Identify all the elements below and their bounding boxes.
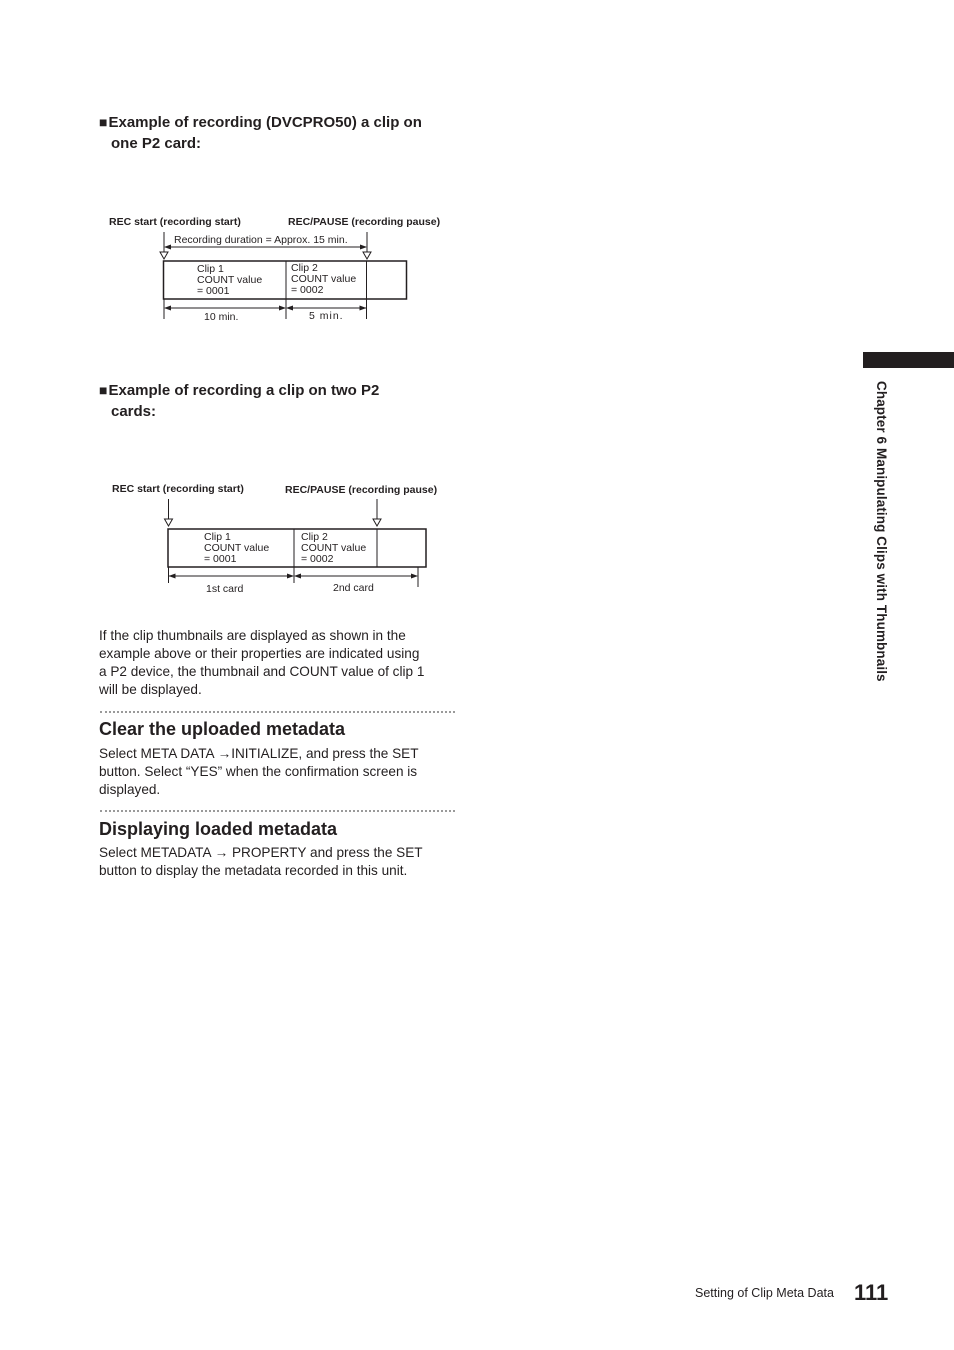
rec-start-arrow-icon (160, 252, 168, 259)
diagram1-clip1-line1: Clip 1 (197, 263, 224, 275)
example2-heading-line1: Example of recording a clip on two P2 (108, 382, 380, 399)
diagram2-clip1-line3: = 0001 (204, 553, 237, 565)
diagram1-clip2-line1: Clip 2 (291, 262, 318, 274)
display-section-body (99, 844, 469, 880)
diagram2-clip1-text (204, 532, 269, 565)
clear-section-body (99, 745, 469, 799)
diagram1-seg1-label: 10 min. (204, 311, 239, 323)
example2-heading-line2: cards: (111, 403, 157, 420)
diagram2-clip2-line1: Clip 2 (301, 531, 328, 543)
example1-heading (99, 112, 469, 154)
chapter-tab-label: Chapter 6 Manipulating Clips with Thumbnails (874, 381, 889, 682)
rec-pause-arrow-icon (363, 252, 371, 259)
diagram1-clip1-line2: COUNT value (197, 274, 263, 286)
divider-dotted (100, 711, 455, 713)
note-line: a P2 device, the thumbnail and COUNT value of clip 1 (99, 664, 425, 679)
diagram2-seg1-label: 1st card (206, 583, 244, 595)
bullet-square-icon: ■ (99, 382, 108, 398)
bullet-square-icon: ■ (99, 114, 108, 130)
diagram1-clip2-line3: = 0002 (291, 284, 324, 296)
diagram1-seg2-label: 5 min. (309, 310, 344, 322)
diagram1-rec-pause-label: REC/PAUSE (recording pause) (288, 216, 441, 228)
example1-heading-line2: one P2 card: (111, 135, 202, 152)
diagram1-clip2-text (291, 263, 356, 296)
diagram2-svg (155, 495, 435, 590)
diagram2-clip1-line1: Clip 1 (204, 531, 231, 543)
diagram1-clip2-line2: COUNT value (291, 273, 357, 285)
diagram2-clip2-line2: COUNT value (301, 542, 367, 554)
clear-section-title: Clear the uploaded metadata (99, 719, 346, 739)
chapter-tab-bar (863, 352, 954, 368)
divider-dotted (100, 810, 455, 812)
diagram2-rec-start-label: REC start (recording start) (112, 483, 244, 495)
example2-heading (99, 380, 469, 422)
rec-start-arrow-icon (165, 519, 173, 526)
diagram2-clip2-line3: = 0002 (301, 553, 334, 565)
display-line: Select METADATA → PROPERTY and press the SET (99, 845, 423, 860)
diagram1-duration-label: Recording duration = Approx. 15 min. (174, 234, 348, 246)
footer-section-name: Setting of Clip Meta Data (695, 1286, 834, 1300)
note-line: If the clip thumbnails are displayed as shown in the (99, 628, 406, 643)
diagram2-clip1-line2: COUNT value (204, 542, 270, 554)
note-line: example above or their properties are indicated using (99, 646, 420, 661)
clear-line: Select META DATA →INITIALIZE, and press the SET (99, 746, 419, 761)
note-paragraph (99, 627, 469, 699)
clear-line: button. Select “YES” when the confirmation screen is (99, 764, 418, 779)
diagram2-seg2-label: 2nd card (333, 582, 374, 594)
note-line: will be displayed. (99, 682, 202, 697)
example1-heading-line1: Example of recording (DVCPRO50) a clip on (108, 114, 422, 131)
diagram2-rec-pause-label: REC/PAUSE (recording pause) (285, 484, 438, 496)
display-line: button to display the metadata recorded in this unit. (99, 863, 408, 878)
page-number: 111 (854, 1280, 889, 1305)
diagram1-clip1-text (197, 264, 262, 297)
clear-line: displayed. (99, 782, 161, 797)
diagram1-rec-start-label: REC start (recording start) (109, 216, 241, 228)
display-section-title: Displaying loaded metadata (99, 819, 338, 839)
diagram1-clip1-line3: = 0001 (197, 285, 230, 297)
diagram2-clip2-text (301, 532, 366, 565)
rec-pause-arrow-icon (373, 519, 381, 526)
